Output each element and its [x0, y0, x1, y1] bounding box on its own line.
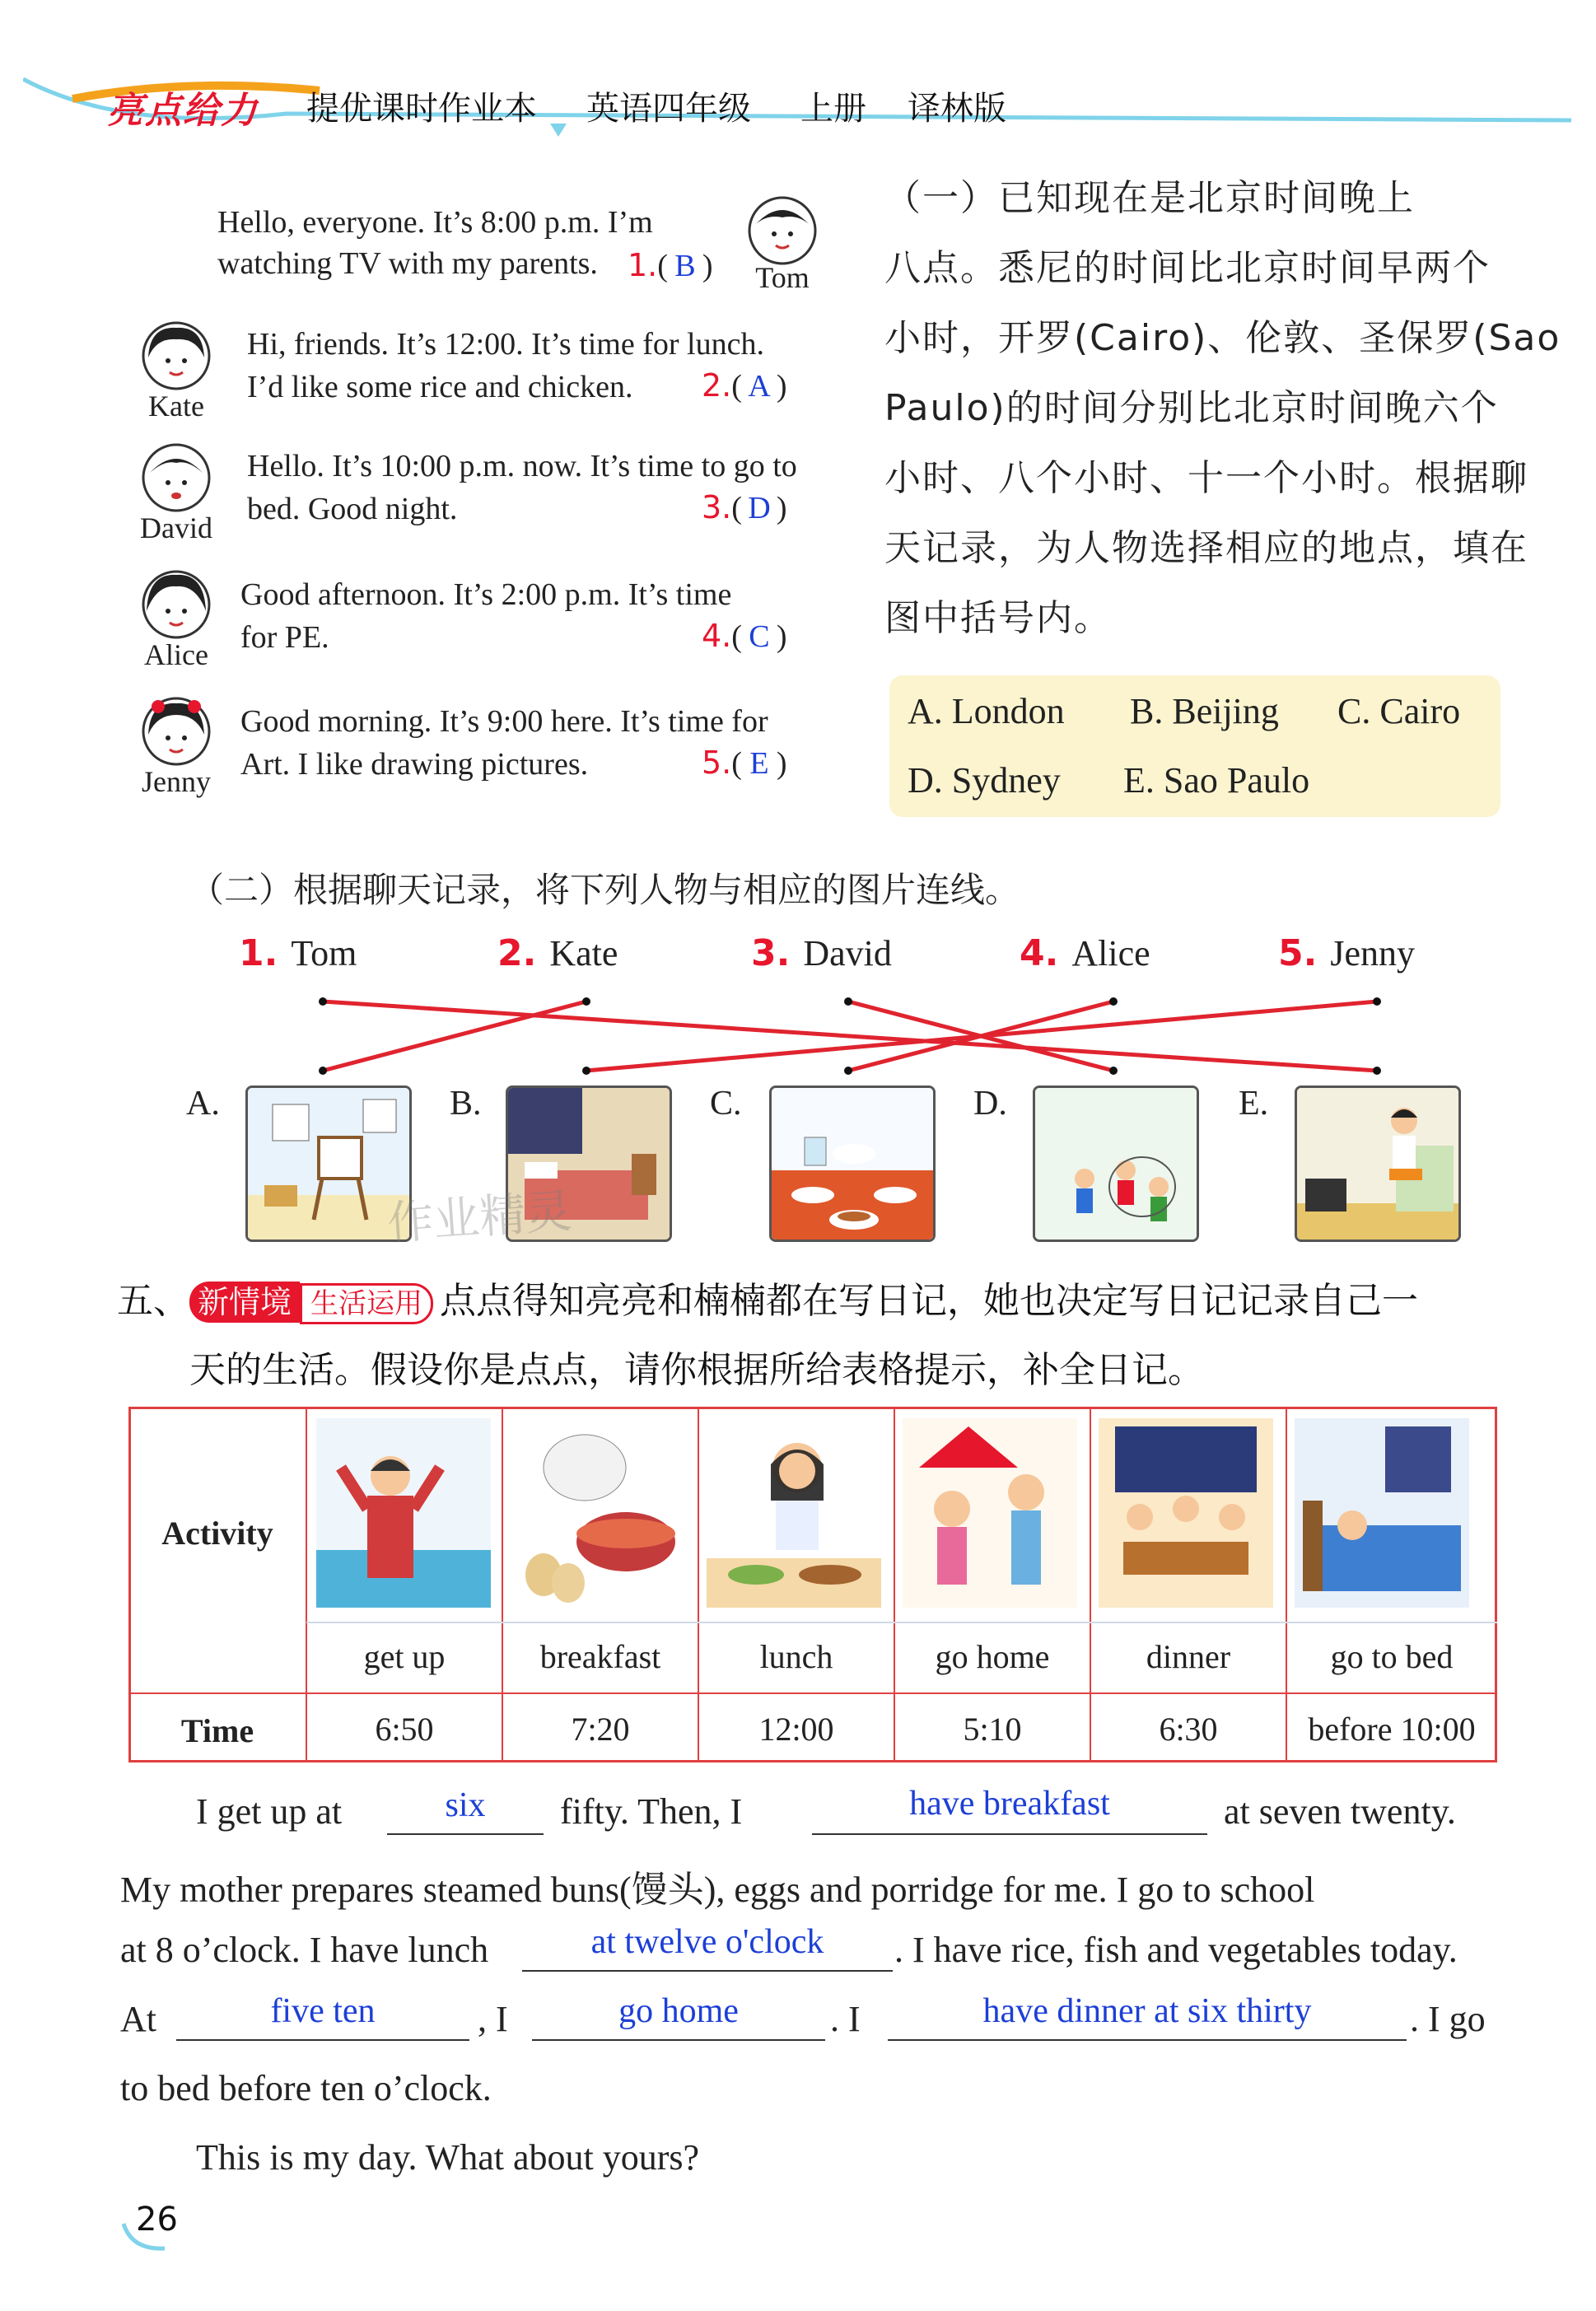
diary-p3b: . I have rice, fish and vegetables today. — [894, 1930, 1458, 1970]
pic-label-a: A. — [186, 1085, 220, 1123]
answer-1-number: 1. — [628, 247, 658, 283]
brand-logo-text: 亮点给力 — [107, 90, 259, 132]
tom-msg-line1: Hello, everyone. It’s 8:00 p.m. I’m — [217, 205, 653, 240]
answer-3 — [702, 489, 787, 526]
alice-avatar-icon — [142, 570, 211, 639]
person-5 — [1278, 932, 1415, 974]
diary-fill-5: go home — [618, 1992, 739, 2030]
diary-p2: My mother prepares steamed buns(馒头), eggs and porridge for me. I go to school — [120, 1870, 1315, 1910]
kate-avatar-icon — [142, 321, 211, 390]
diary-p4b: , I — [478, 1999, 508, 2039]
go-to-bed-picture-icon — [1295, 1418, 1469, 1608]
diary-p3a: at 8 o’clock. I have lunch — [120, 1930, 489, 1970]
paren-open: ( — [731, 619, 742, 654]
diary-fill-6: have dinner at six thirty — [982, 1992, 1312, 2030]
section5-line2: 天的生活。假设你是点点，请你根据所给表格提示，补全日记。 — [189, 1349, 1204, 1391]
pic-label-c: C. — [710, 1085, 742, 1123]
option-d: D. Sydney — [908, 760, 1061, 801]
tom-msg-line2: watching TV with my parents. — [217, 246, 598, 281]
table-header-activity: Activity — [161, 1515, 273, 1552]
answer-4-number: 4. — [702, 618, 732, 654]
picture-c-lunch — [769, 1085, 936, 1242]
header-subtitle: 提优课时作业本 — [306, 90, 537, 128]
time-go-home: 5:10 — [963, 1711, 1022, 1748]
paren-close: ) — [776, 619, 787, 654]
diary-p5: to bed before ten o’clock. — [120, 2068, 492, 2108]
time-go-to-bed: before 10:00 — [1308, 1711, 1476, 1748]
part1-line4: Paulo)的时间分别比北京时间晚六个 — [884, 387, 1499, 429]
person-3 — [751, 932, 892, 974]
matching-lines — [0, 988, 1596, 1087]
david-msg-line1: Hello. It’s 10:00 p.m. now. It’s time to go to — [247, 449, 797, 483]
time-dinner: 6:30 — [1159, 1711, 1218, 1748]
person-3-number: 3. — [751, 932, 791, 974]
diary-fill-2: have breakfast — [909, 1785, 1110, 1823]
option-c: C. Cairo — [1337, 691, 1461, 731]
person-4-number: 4. — [1020, 932, 1059, 974]
answer-4 — [702, 618, 787, 655]
answer-3-number: 3. — [702, 489, 732, 525]
section5-tag-life: 生活运用 — [300, 1283, 433, 1324]
diary-p4d: . I go — [1410, 1999, 1486, 2039]
option-e: E. Sao Paulo — [1123, 760, 1310, 801]
person-5-name: Jenny — [1330, 933, 1415, 973]
pic-label-e: E. — [1239, 1085, 1269, 1123]
answer-2 — [702, 367, 787, 404]
paren-open: ( — [731, 491, 742, 525]
kate-msg-line1: Hi, friends. It’s 12:00. It’s time for lunch. — [247, 327, 764, 362]
answer-3-value[interactable]: D — [748, 491, 771, 525]
diary-fill-3: at twelve o'clock — [590, 1923, 824, 1961]
picture-e-tv — [1295, 1085, 1461, 1242]
activity-go-to-bed: go to bed — [1330, 1638, 1454, 1675]
option-a: A. London — [908, 691, 1065, 731]
tom-name: Tom — [755, 261, 810, 294]
kids-playing-icon — [1035, 1088, 1197, 1240]
diary-p1c: at seven twenty. — [1224, 1791, 1456, 1832]
diary-p4c: . I — [830, 1999, 861, 2039]
tom-avatar-icon — [748, 196, 817, 265]
answer-5-value[interactable]: E — [749, 746, 769, 781]
answer-2-value[interactable]: A — [748, 369, 771, 404]
get-up-picture-icon — [316, 1418, 491, 1608]
art-easel-icon — [248, 1088, 409, 1240]
section5-tag-new: 新情境 — [189, 1282, 300, 1323]
diary-fill-1: six — [445, 1786, 486, 1824]
chat-panel — [124, 181, 832, 807]
page-number: 26 — [136, 2201, 178, 2239]
person-2-number: 2. — [497, 932, 537, 974]
header-subject: 英语四年级 — [586, 90, 751, 128]
paren-close: ) — [702, 249, 713, 283]
person-1 — [239, 932, 357, 974]
activity-dinner: dinner — [1146, 1638, 1231, 1675]
person-1-number: 1. — [239, 932, 278, 974]
person-4 — [1020, 932, 1150, 974]
person-2 — [497, 932, 618, 974]
diary-p4a: At — [120, 1999, 156, 2039]
time-lunch: 12:00 — [758, 1711, 834, 1748]
part1-line7: 图中括号内。 — [884, 597, 1112, 639]
option-b: B. Beijing — [1130, 691, 1279, 731]
activity-go-home: go home — [935, 1638, 1050, 1675]
part2-instruction: （二）根据聊天记录，将下列人物与相应的图片连线。 — [189, 870, 1020, 910]
activity-lunch: lunch — [759, 1638, 833, 1675]
table-header-time: Time — [180, 1712, 254, 1749]
dinner-picture-icon — [1099, 1418, 1273, 1608]
breakfast-picture-icon — [511, 1418, 685, 1608]
watermark: 作业精灵 — [385, 1184, 574, 1251]
answer-5-number: 5. — [702, 745, 732, 781]
pic-label-b: B. — [450, 1085, 482, 1123]
diary-p1b: fifty. Then, I — [560, 1791, 743, 1832]
part1-line5: 小时、八个小时、十一个小时。根据聊 — [884, 457, 1528, 499]
answer-5 — [702, 745, 787, 782]
part1-line3: 小时，开罗(Cairo)、伦敦、圣保罗(Sao — [884, 317, 1561, 359]
time-get-up: 6:50 — [375, 1711, 434, 1748]
lunch-picture-icon — [707, 1418, 881, 1608]
person-4-name: Alice — [1071, 933, 1150, 973]
paren-close: ) — [776, 746, 787, 781]
alice-msg-line2: for PE. — [240, 620, 329, 655]
pic-label-d: D. — [973, 1085, 1007, 1123]
david-msg-line2: bed. Good night. — [247, 492, 458, 526]
answer-2-number: 2. — [702, 367, 732, 404]
alice-name: Alice — [144, 638, 208, 671]
jenny-msg-line2: Art. I like drawing pictures. — [240, 747, 589, 782]
paren-close: ) — [776, 369, 787, 404]
part1-line6: 天记录，为人物选择相应的地点，填在 — [884, 527, 1528, 569]
match-line-tom-e — [323, 1001, 1377, 1071]
person-5-number: 5. — [1278, 932, 1318, 974]
person-1-name: Tom — [291, 933, 357, 973]
kate-msg-line2: I’d like some rice and chicken. — [247, 370, 633, 404]
time-breakfast: 7:20 — [571, 1711, 630, 1748]
header-edition: 译林版 — [908, 90, 1006, 128]
jenny-avatar-icon — [142, 697, 211, 766]
part1-line1: （一）已知现在是北京时间晚上 — [884, 177, 1415, 219]
david-avatar-icon — [142, 443, 211, 512]
section5-line1: 点点得知亮亮和楠楠都在写日记，她也决定写日记记录自己一 — [440, 1280, 1419, 1322]
food-plates-icon — [772, 1088, 933, 1240]
paren-close: ) — [776, 491, 787, 525]
picture-d-pe — [1033, 1085, 1199, 1242]
match-line-jenny-b — [586, 1001, 1377, 1071]
diary-p1a: I get up at — [196, 1791, 343, 1832]
answer-1-value[interactable]: B — [674, 249, 696, 283]
paren-open: ( — [731, 369, 742, 404]
section5-number: 五、 — [117, 1280, 189, 1322]
activity-get-up: get up — [363, 1638, 446, 1675]
answer-1 — [628, 247, 713, 284]
jenny-msg-line1: Good morning. It’s 9:00 here. It’s time for — [240, 704, 768, 739]
diary-fill-4: five ten — [270, 1992, 376, 2030]
jenny-name: Jenny — [142, 765, 211, 798]
paren-open: ( — [731, 746, 742, 781]
activity-breakfast: breakfast — [539, 1638, 661, 1675]
go-home-picture-icon — [903, 1418, 1077, 1608]
diary-p6: This is my day. What about yours? — [196, 2137, 700, 2178]
person-2-name: Kate — [549, 933, 618, 973]
section5-header — [117, 1267, 1517, 1405]
kate-name: Kate — [148, 390, 204, 423]
person-3-name: David — [803, 933, 892, 973]
answer-4-value[interactable]: C — [749, 619, 770, 654]
part1-line2: 八点。悉尼的时间比北京时间早两个 — [884, 247, 1491, 289]
david-name: David — [140, 511, 212, 544]
alice-msg-line1: Good afternoon. It’s 2:00 p.m. It’s time — [240, 577, 732, 612]
watching-tv-icon — [1297, 1088, 1458, 1240]
header-volume: 上册 — [800, 90, 866, 128]
paren-open: ( — [657, 249, 668, 283]
